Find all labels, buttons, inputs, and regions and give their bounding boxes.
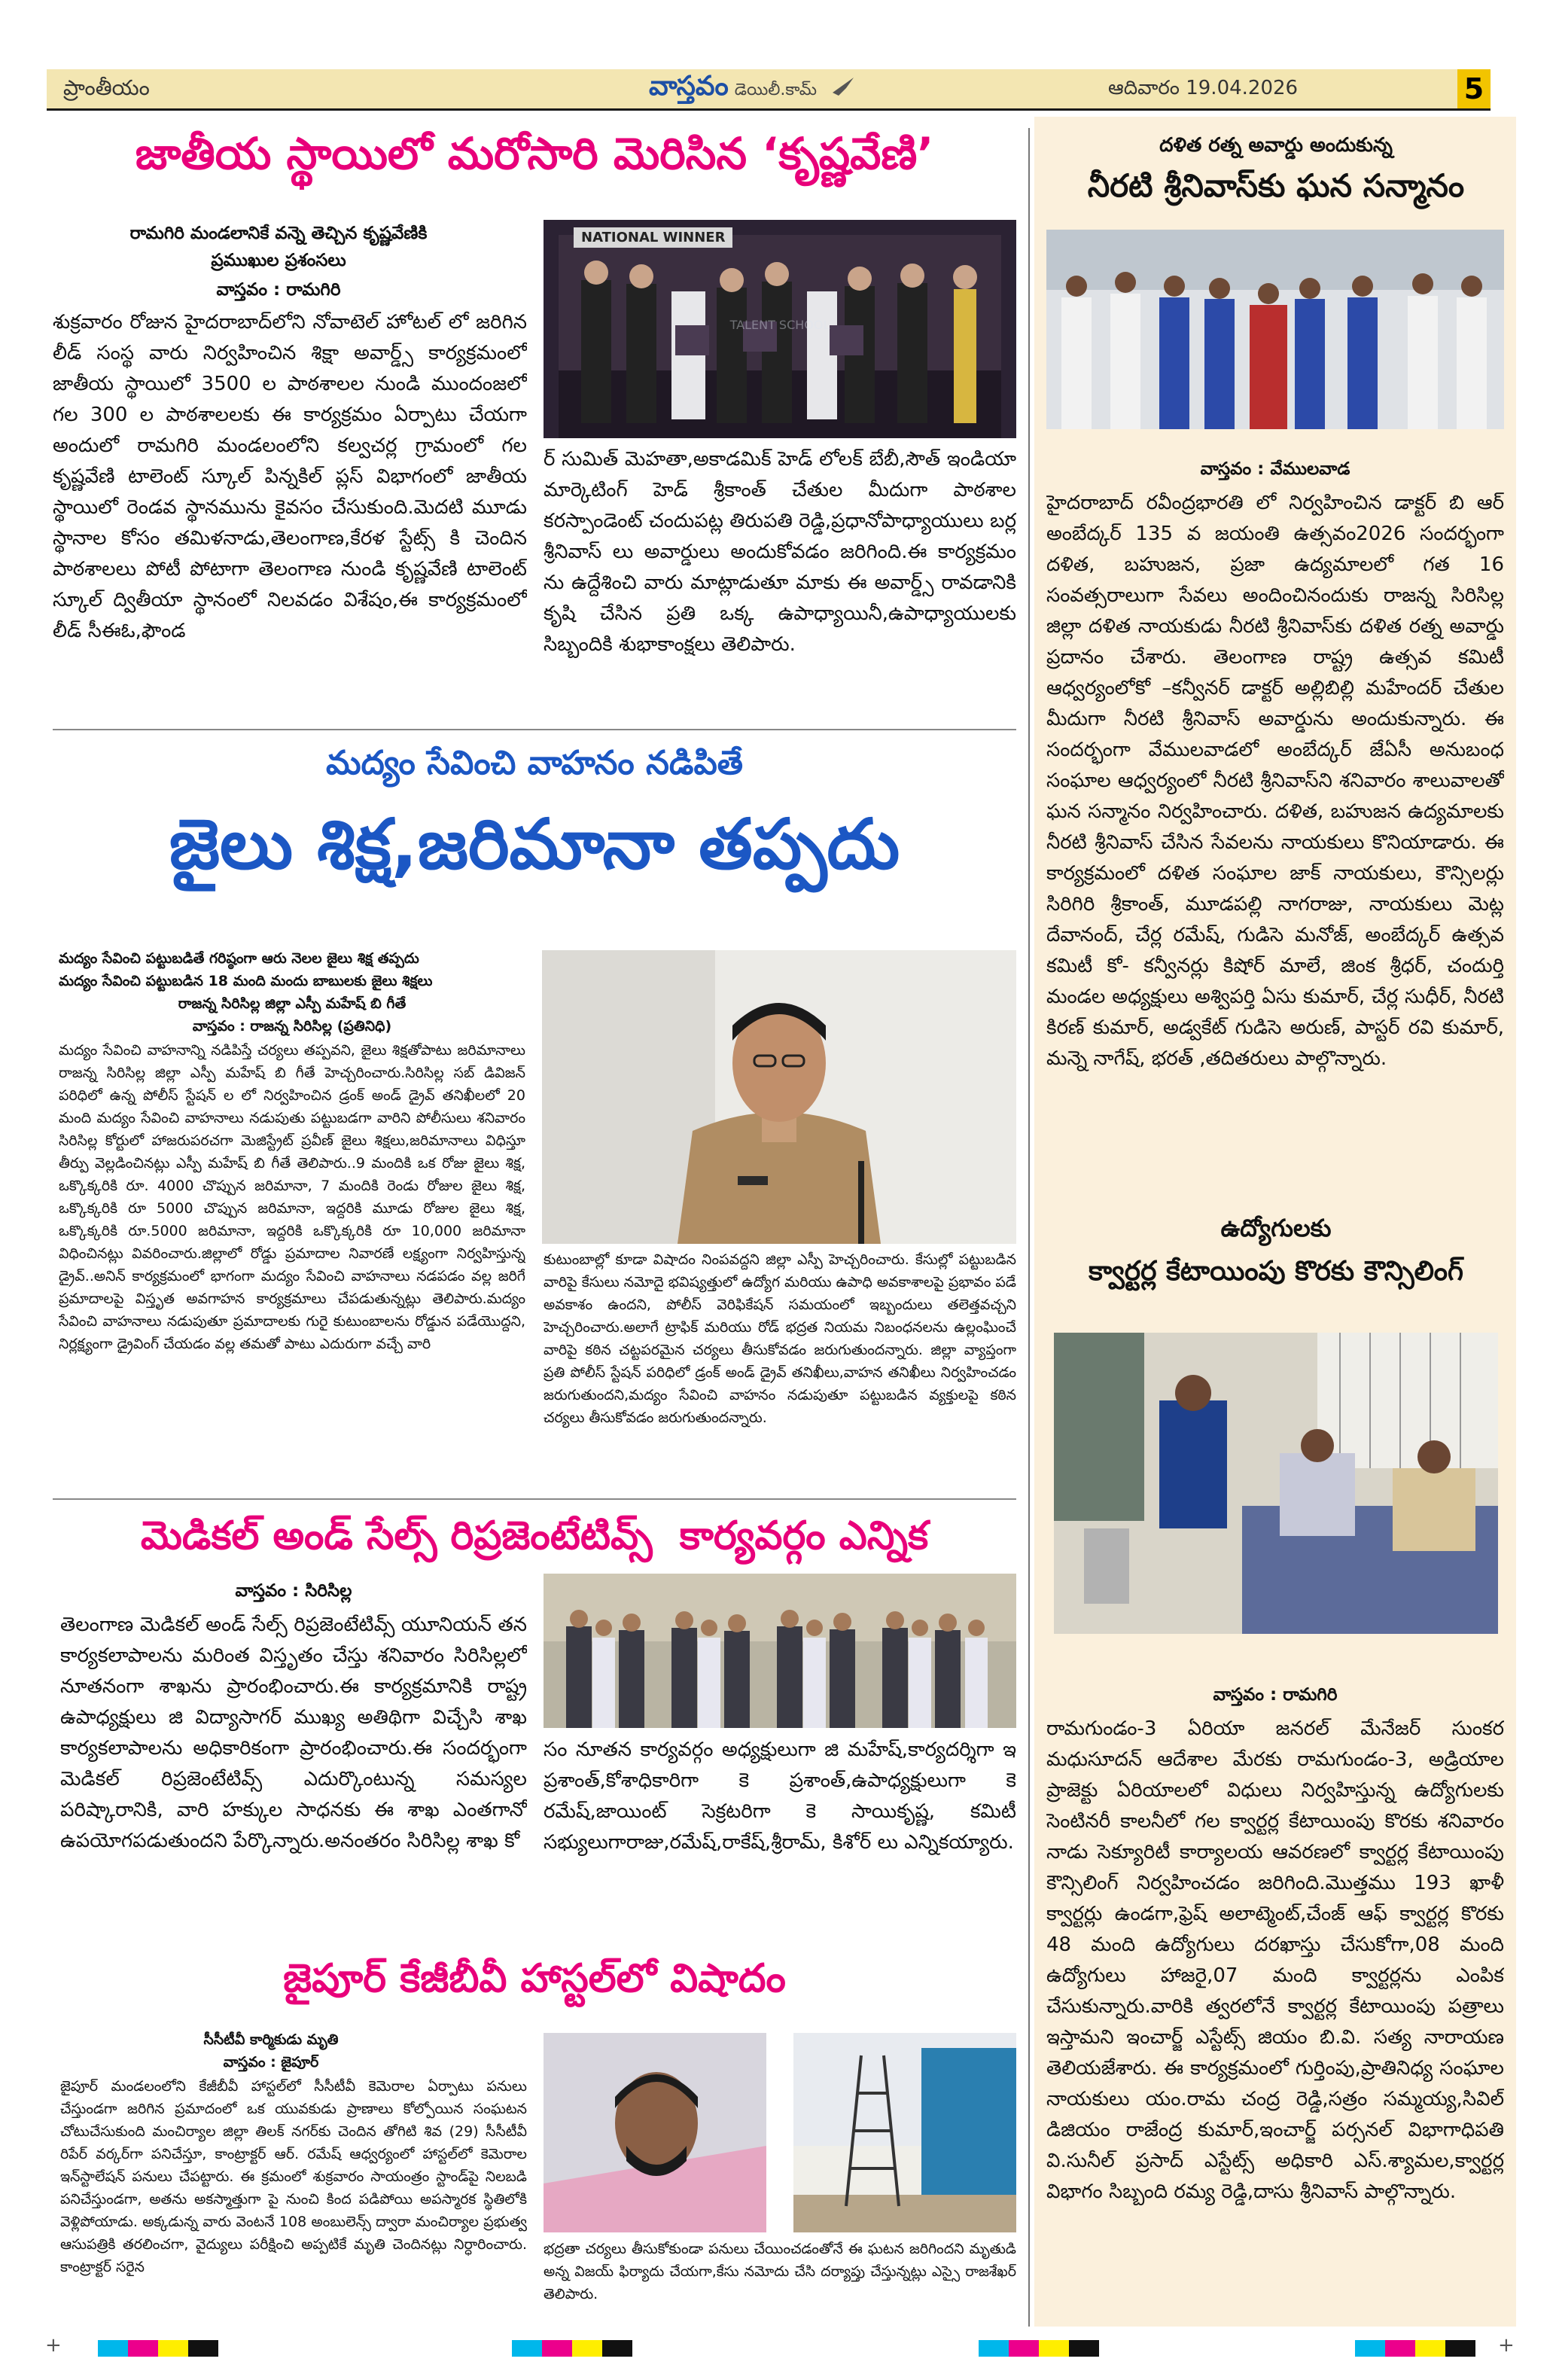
masthead-title: వాస్తవం	[649, 71, 729, 102]
sidebar1-photo	[1046, 230, 1504, 429]
story2-dateline: వాస్తవం : రాజన్న సిరిసిల్ల (ప్రతినిధి)	[192, 1018, 392, 1035]
national-winner-banner: NATIONAL WINNER	[574, 227, 732, 248]
story1-subhead	[68, 220, 489, 274]
story4-victim-photo	[544, 2033, 766, 2232]
hostel-site-image	[793, 2033, 1016, 2232]
color-bar	[602, 2340, 632, 2357]
sidebar1-body: హైదరాబాద్ రవీంద్రభారతి లో నిర్వహించిన డాక్టర్ బి ఆర్ అంబేద్కర్ 135 వ జయంతి ఉత్సవం2026 సందర్భంగా దళిత, బహుజన, ప్రజా ఉద్యమాలలో గత 16 సంవత్సరాలుగా సేవలు అందించినందుకు రాజన్న సిరిసిల్ల జిల్లా దళిత నాయకుడు నీరటి శ్రీనివాస్‌కు దళిత రత్న అవార్డు ప్రదానం చేశారు. తెలంగాణ రాష్ట్ర ఉత్సవ కమిటీ ఆధ్వర్యంలోకో –కన్వీనర్ డాక్టర్ అల్లిబిల్లి మహేందర్ చేతుల మీదుగా నీరటి శ్రీనివాస్ అవార్డును అందుకున్నారు. ఈ సందర్భంగా వేములవాడలో అంబేద్కర్ జేఏసీ అనుబంధ సంఘాల ఆధ్వర్యంలో నీరటి శ్రీనివాస్‌ని శనివారం శాలువాలతో ఘన సన్మానం నిర్వహించారు. దళిత, బహుజన ఉద్యమాలకు నీరటి శ్రీనివాస్ చేసిన సేవలను నాయకులు కొనియాడారు. ఈ కార్యక్రమంలో దళిత సంఘాల జాక్ నాయకులు, కౌన్సిలర్లు సిరిగిరి శ్రీకాంత్, మూడపల్లి నాగరాజు, నాయకులు మెట్ల దేవానంద్, చేర్ల రమేష్, గుడిసె మనోజ్, అంబేద్కర్ ఉత్సవ కమిటీ కో- కన్వీనర్లు కిషోర్ మాలే, జింక శ్రీధర్, చందుర్తి మండల అధ్యక్షులు అశ్విపర్తి ఏసు కుమార్, చేర్ల సుధీర్, నీరటి కిరణ్ కుమార్, అడ్వకేట్ గుడిసె అరుణ్, పాస్టర్ రవి కుమార్, మన్నె నాగేష్, భరత్ ,తదితరులు పాల్గొన్నారు.	[1046, 492, 1504, 1070]
story2-col2: కుటుంబాల్లో కూడా విషాదం నింపవద్దని జిల్లా ఎస్పీ హెచ్చరించారు. కేసుల్లో పట్టుబడిన వారిపై కేసులు నమోదై భవిష్యత్తులో ఉద్యోగ మరియు ఉపాధి అవకాశాలపై ప్రభావం పడే అవకాశం ఉందని, పోలీస్ వెరిఫికేషన్ సమయంలో ఇబ్బందులు తలెత్తవచ్చని హెచ్చరించారు.అలాగే ట్రాఫిక్ మరియు రోడ్ భద్రత నియమ నిబంధనలను ఉల్లంఘించే వారిపై కఠిన చట్టపరమైన చర్యలు తీసుకోవడం జరుగుతుందన్నారు. జిల్లా వ్యాప్తంగా ప్రతి పోలీస్ స్టేషన్ పరిధిలో డ్రంక్ అండ్ డ్రైవ్ తనిఖీలు,వాహన తనిఖీలు నిర్వహించడం జరుగుతుందని,మద్యం సేవించి వాహనం నడుపుతూ పట్టుబడిన వ్యక్తులపై కఠిన చర్యలు తీసుకోవడం జరుగుతుందన్నారు.	[544, 1251, 1016, 1426]
counselling-image	[1054, 1333, 1498, 1634]
story4-subheads	[60, 2028, 482, 2074]
story1-headline: జాతీయ స్థాయిలో మరోసారి మెరిసిన ‘కృష్ణవేణి’	[135, 128, 934, 179]
sidebar2-kicker: ఉద్యోగులకు	[1220, 1214, 1332, 1242]
union-members-image	[544, 1574, 1016, 1728]
color-bar	[1385, 2340, 1415, 2357]
sidebar2-photo	[1054, 1333, 1498, 1634]
section-label: ప్రాంతీయం	[63, 75, 150, 100]
svg-text:TALENT SCHOOL: TALENT SCHOOL	[729, 318, 830, 332]
story2-sub2: మద్యం సేవించి పట్టుబడిన 18 మంది మందు బాబులకు జైలు శిక్షలు	[59, 973, 433, 989]
story4-site-photo	[793, 2033, 1016, 2232]
masthead	[649, 71, 857, 108]
story1-subhead-line2: ప్రముఖుల ప్రశంసలు	[211, 251, 346, 270]
color-bar	[1069, 2340, 1099, 2357]
sidebar1-headline: నీరటి శ్రీనివాస్‌కు ఘన సన్మానం	[1087, 167, 1465, 204]
color-bar	[1009, 2340, 1039, 2357]
story1-col2: ర్ సుమిత్ మెహతా,అకాడమిక్ హెడ్ లోలక్ బేబీ,సౌత్ ఇండియా మార్కెటింగ్ హెడ్ శ్రీకాంత్ చేతుల మీదుగా పాఠశాల కరస్పాండెంట్ చందుపట్ల తిరుపతి రెడ్డి,ప్రధానోపాధ్యాయులు బర్ల శ్రీనివాస్ లు అవార్డులు అందుకోవడం జరిగింది.ఈ కార్యక్రమం ను ఉద్దేశించి వారు మాట్లాడుతూ మాకు ఈ అవార్డ్స్ రావడానికి కృషి చేసిన ప్రతి ఒక్క ఉపాధ్యాయినీ,ఉపాధ్యాయులకు సిబ్బందికి శుభాకాంక్షలు తెలిపారు.	[544, 448, 1016, 656]
story2-subheads	[59, 947, 525, 1038]
story1-subhead-line1: రామగిరి మండలానికే వన్నె తెచ్చిన కృష్ణవేణికి	[129, 224, 428, 243]
color-bar	[128, 2340, 158, 2357]
divider	[53, 729, 1016, 730]
column-rule	[1028, 128, 1030, 2327]
story3-dateline: వాస్తవం : సిరిసిల్ల	[235, 1581, 352, 1601]
page-number: 5	[1457, 69, 1491, 108]
story4-headline: జైపూర్ కేజీబీవీ హాస్టల్‌లో విషాదం	[283, 1956, 786, 2001]
sidebar2-headline: క్వార్టర్ల కేటాయింపు కొరకు కౌన్సిలింగ్	[1089, 1256, 1463, 1287]
story3-col2: సం నూతన కార్యవర్గం అధ్యక్షులుగా జి మహేష్,కార్యదర్శిగా ఇ ప్రశాంత్,కోశాధికారిగా కె ప్రశాంత్,ఉపాధ్యక్షులుగా కె రమేష్,జాయింట్ సెక్రటరిగా కె సాయికృష్ణ, కమిటీ సభ్యులుగారాజు,రమేష్,రాకేష్,శ్రీరామ్, కిశోర్ లు ఎన్నికయ్యారు.	[544, 1739, 1016, 1854]
story3-col1: తెలంగాణ మెడికల్ అండ్ సేల్స్ రిప్రజెంటేటివ్స్ యూనియన్ తన కార్యకలాపాలను మరింత విస్తృతం చేస్తు శనివారం సిరిసిల్లలో నూతనంగా శాఖను ప్రారంభించారు.ఈ కార్యక్రమానికి రాష్ట్ర ఉపాధ్యక్షులు జి విద్యాసాగర్ ముఖ్య అతిథిగా విచ్చేసి శాఖ కార్యకలాపాలను అధికారికంగా ప్రారంభించారు.ఈ సందర్భంగా మెడికల్ రిప్రజెంటేటివ్స్ ఎదుర్కొంటున్న సమస్యల పరిష్కారానికి, వారి హక్కుల సాధనకు ఈ శాఖ ఎంతగానో ఉపయోగపడుతుందని పేర్కొన్నారు.అనంతరం సిరిసిల్ల శాఖ కో	[60, 1614, 527, 1852]
issue-date: ఆదివారం 19.04.2026	[1108, 77, 1299, 99]
color-bar	[1355, 2340, 1385, 2357]
color-bar	[1445, 2340, 1475, 2357]
story1-col1: శుక్రవారం రోజున హైదరాబాద్‌లోని నోవాటెల్ హోటల్ లో జరిగిన లీడ్ సంస్థ వారు నిర్వహించిన శిక్షా అవార్డ్స్ కార్యక్రమంలో జాతీయ స్థాయిలో 3500 ల పాఠశాలల నుండి ముందంజలో గల 300 ల పాఠశాలలకు ఈ కార్యక్రమం ఏర్పాటు చేయగా అందులో రామగిరి మండలంలోని కల్వచర్ల గ్రామంలో గల కృష్ణవేణి టాలెంట్ స్కూల్ పిన్నకిల్ ప్లస్ విభాగంలో జాతీయ స్థాయిలో రెండవ స్థానమును కైవసం చేసుకుంది.మెదటి మూడు స్థానాల కోసం తమిళనాడు,తెలంగాణ,కేరళ స్టేట్స్ కి చెందిన పాఠశాలలు పోటీ పోటాగా తెలంగాణ నుండి కృష్ణవేణి టాలెంట్ స్కూల్ ద్వితీయా స్థానంలో నిలవడం విశేషం,ఈ కార్యక్రమంలో లీడ్ సీఈఓ,ఫౌండ	[53, 311, 527, 642]
story1-dateline: వాస్తవం : రామగిరి	[216, 280, 341, 300]
sidebar1-kicker: దళిత రత్న అవార్డు అందుకున్న	[1159, 134, 1393, 157]
registration-mark-icon: +	[45, 2334, 62, 2357]
divider	[53, 1498, 1016, 1500]
color-bar	[542, 2340, 572, 2357]
victim-image	[544, 2033, 766, 2232]
police-officer-image	[542, 950, 1016, 1244]
color-bar	[1415, 2340, 1445, 2357]
color-bar	[98, 2340, 128, 2357]
story2-headline: జైలు శిక్ష,జరిమానా తప్పదు	[169, 804, 900, 885]
sidebar2-dateline: వాస్తవం : రామగిరి	[1213, 1685, 1338, 1705]
story2-sp-photo	[542, 950, 1016, 1244]
color-bar	[188, 2340, 218, 2357]
sidebar2-body: రామగుండం-3 ఏరియా జనరల్ మేనేజర్ సుంకర మధుసూదన్ ఆదేశాల మేరకు రామగుండం-3, అడ్రియాల ప్రాజెక్టు ఏరియాలలో విధులు నిర్వహిస్తున్న ఉద్యోగులకు సెంటినరీ కాలనీలో గల క్వార్టర్ల కేటాయింపు కొరకు శనివారం నాడు సెక్యూరిటీ కార్యాలయ ఆవరణలో క్వార్టర్ల కేటాయింపు కౌన్సిలింగ్ నిర్వహించడం జరిగింది.మొత్తము 193 ఖాళీ క్వార్టర్లు ఉండగా,ఫ్రెష్ అలాట్మెంట్,చేంజ్ ఆఫ్ క్వార్టర్ల కొరకు 48 మంది ఉద్యోగులు దరఖాస్తు చేసుకోగా,08 మంది ఉద్యోగులు హాజరై,07 మంది క్వార్టర్లను ఎంపిక చేసుకున్నారు.వారికి త్వరలోనే క్వార్టర్ల కేటాయింపు పత్రాలు ఇస్తామని ఇంచార్జ్ ఎస్టేట్స్ జియం బి.వి. సత్య నారాయణ తెలియజేశారు. ఈ కార్యక్రమంలో గుర్తింపు,ప్రాతినిధ్య సంఘాల నాయకులు యం.రామ చంద్ర రెడ్డి,సత్రం సమ్మయ్య,సివిల్ డిజియం రాజేంద్ర కుమార్,ఇంచార్జ్ పర్సనల్ విభాగాధిపతి వి.సునీల్ ప్రసాద్ ఎస్టేట్స్ అధికారి ఎస్.శ్యామల,క్వార్టర్ల విభాగం సిబ్బంది రమ్య రెడ్డి,దాసు శ్రీనివాస్ పాల్గొన్నారు.	[1046, 1717, 1504, 2203]
story4-col2: భద్రతా చర్యలు తీసుకోకుండా పనులు చేయించడంతోనే ఈ ఘటన జరిగిందని మృతుడి అన్న విజయ్ ఫిర్యాదు చేయగా,కేసు నమోదు చేసి దర్యాప్తు చేస్తున్నట్లు ఎస్సై రాజశేఖర్ తెలిపారు.	[544, 2241, 1016, 2302]
story1-award-photo	[544, 220, 1016, 438]
story4-dateline: వాస్తవం : జైపూర్	[223, 2054, 319, 2071]
sidebar1-dateline: వాస్తవం : వేములవాడ	[1200, 459, 1350, 479]
story3-group-photo	[544, 1574, 1016, 1728]
color-bar	[1039, 2340, 1069, 2357]
color-bar	[158, 2340, 188, 2357]
felicitation-image	[1046, 230, 1504, 429]
story2-sub1: మద్యం సేవించి పట్టుబడితే గరిష్ఠంగా ఆరు నెలల జైలు శిక్ష తప్పదు	[59, 950, 419, 967]
story4-sub: సీసీటీవీ కార్మికుడు మృతి	[203, 2031, 339, 2048]
masthead-site: డెయిలీ.కామ్	[734, 81, 817, 99]
color-bar	[512, 2340, 542, 2357]
registration-mark-icon: +	[1498, 2334, 1515, 2357]
story2-sub3: రాజన్న సిరిసిల్ల జిల్లా ఎస్పీ మహేష్ బి గీతే	[178, 995, 407, 1012]
page-header	[47, 69, 1491, 111]
color-bar	[572, 2340, 602, 2357]
story4-col1: జైపూర్ మండలంలోని కేజీబీవీ హాస్టల్‌లో సీసీటీవీ కెమెరాల ఏర్పాటు పనులు చేస్తుండగా జరిగిన ప్రమాదంలో ఒక యువకుడు ప్రాణాలు కోల్పోయిన సంఘటన చోటుచేసుకుంది మంచిర్యాల జిల్లా తిలక్ నగర్‌కు చెందిన తోగిటి శివ (29) సీసీటీవీ రిపేర్ వర్కర్‌గా పనిచేస్తూ, కాంట్రాక్టర్ ఆర్. రమేష్ ఆధ్వర్యంలో హాస్టల్‌లో కెమెరాల ఇన్‌స్టాలేషన్ పనులు చేపట్టారు. ఈ క్రమంలో శుక్రవారం సాయంత్రం స్టాండ్‌పై నిలబడి పనిచేస్తుండగా, అతను అకస్మాత్తుగా పై నుంచి కింద పడిపోయి అపస్మారక స్థితిలోకి వెళ్లిపోయాడు. అక్కడున్న వారు వెంటనే 108 అంబులెన్స్ ద్వారా మంచిర్యాల ప్రభుత్వ ఆసుపత్రికి తరలించగా, వైద్యులు పరీక్షించి అప్పటికే మృతి చెందినట్లు నిర్ధారించారు. కాంట్రాక్టర్ సరైన	[60, 2078, 527, 2275]
award-ceremony-image	[544, 220, 1016, 438]
color-bar	[979, 2340, 1009, 2357]
story3-headline: మెడికల్ అండ్ సేల్స్ రిప్రజెంటేటివ్స్ కార్యవర్గం ఎన్నిక	[140, 1513, 929, 1559]
story2-kicker: మద్యం సేవించి వాహనం నడిపితే	[326, 744, 743, 782]
story2-col1: మద్యం సేవించి వాహనాన్ని నడిపిస్తే చర్యలు తప్పవని, జైలు శిక్షతోపాటు జరిమానాలు రాజన్న సిరిసిల్ల జిల్లా ఎస్పీ మహేష్ బి గీతే హెచ్చరించారు.సిరిసిల్ల సబ్ డివిజన్ పరిధిలో ఉన్న పోలీస్ స్టేషన్ ల లో నిర్వహించిన డ్రంక్ అండ్ డ్రైవ్ తనిఖీలలో 20 మంది మద్యం సేవించి వాహనాలు నడుపుతు పట్టుబడగా వారిని పోలీసులు శనివారం సిరిసిల్ల కోర్టులో హాజరుపరచగా మెజిస్ట్రేట్ ప్రవీణ్ జైలు శిక్షలు,జరిమానాలు విధిస్తూ తీర్పు వెల్లడించినట్లు ఎస్పీ మహేష్ బి గీతే తెలిపారు..9 మందికి ఒక రోజు జైలు శిక్ష, ఒక్కొక్కరికి రూ. 4000 చొప్పున జరిమానా, 7 మందికి రెండు రోజుల జైలు శిక్ష, ఒక్కొక్కరికి రూ 5000 చొప్పున జరిమానా, ఇద్దరికి మూడు రోజుల జైలు శిక్ష, ఒక్కొక్కరికి రూ.5000 జరిమానా, ఇద్దరికి ఒక్కొక్కరికి రూ 10,000 జరిమానా విధించినట్లు వివరించారు.జిల్లాలో రోడ్డు ప్రమాదాల నివారణే లక్ష్యంగా నిర్వహిస్తున్న డ్రైవ్..అనిన్ కార్యక్రమంలో భాగంగా మద్యం సేవించి వాహనాలు నడపడం వల్ల జరిగే ప్రమాదాలపై విస్తృత అవగాహన కార్యక్రమాలు చేపడుతున్నట్లు తెలిపారు.మద్యం సేవించి వాహనాలు నడుపుతూ ప్రమాదాలకు గురై కుటుంబాలను రోడ్డున పడేయొద్దని, నిర్లక్ష్యంగా డ్రైవింగ్ చేయడం వల్ల తమతో పాటు ఎదురుగా వచ్చే వారి	[59, 1042, 525, 1352]
bird-logo-icon	[831, 76, 857, 99]
